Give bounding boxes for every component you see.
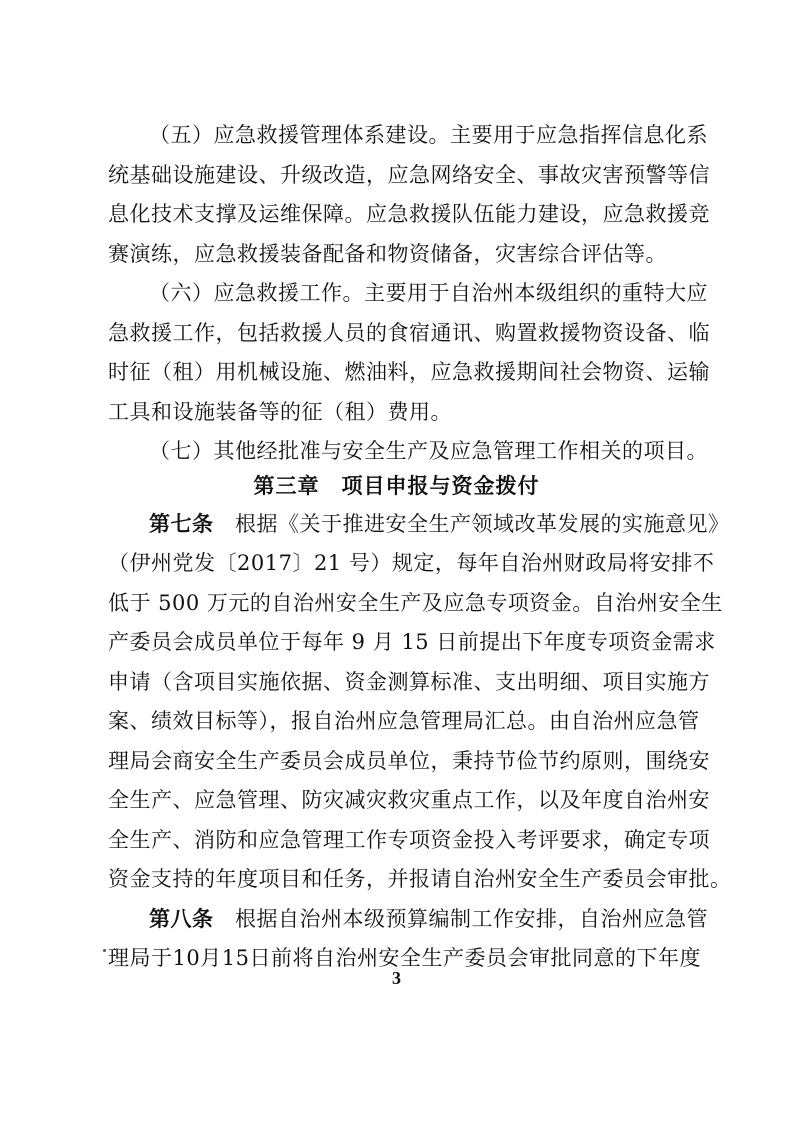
text-line: 资金支持的年度项目和任务，并报请自治州安全生产委员会审批。	[108, 867, 732, 891]
article-number: 第七条	[149, 511, 214, 536]
article-line: 第七条 根据《关于推进安全生产领域改革发展的实施意见》	[149, 511, 730, 536]
text-line: 全生产、应急管理、防灾减灾救灾重点工作，以及年度自治州安	[108, 788, 710, 812]
text-line: （七）其他经批准与安全生产及应急管理工作相关的项目。	[149, 439, 708, 463]
text-line: 工具和设施装备等的征（租）费用。	[108, 400, 452, 424]
text-line: 低于 500 万元的自治州安全生产及应急专项资金。自治州安全生	[108, 591, 723, 615]
text-line: （六）应急救援工作。主要用于自治州本级组织的重特大应	[149, 281, 708, 305]
text-line: 赛演练，应急救援装备配备和物资储备，灾害综合评估等。	[108, 242, 667, 266]
text-line: （伊州党发〔2017〕21 号）规定，每年自治州财政局将安排不	[108, 551, 715, 575]
chapter-heading: 第三章 项目申报与资金拨付	[253, 474, 540, 498]
text-line: （五）应急救援管理体系建设。主要用于应急指挥信息化系	[149, 123, 708, 147]
text-line: 产委员会成员单位于每年 9 月 15 日前提出下年度专项资金需求	[108, 630, 716, 654]
article-number: 第八条	[149, 906, 214, 931]
article-line: 第八条 根据自治州本级预算编制工作安排，自治州应急管	[149, 906, 708, 931]
text-line: 全生产、消防和应急管理工作专项资金投入考评要求，确定专项	[108, 828, 710, 852]
text-line: 息化技术支撑及运维保障。应急救援队伍能力建设，应急救援竞	[108, 202, 710, 226]
text-line: 申请（含项目实施依据、资金测算标准、支出明细、项目实施方	[108, 670, 710, 694]
text-line: 理局于10月15日前将自治州安全生产委员会审批同意的下年度	[108, 946, 701, 970]
page-number: 3	[392, 968, 401, 988]
text-line: 案、绩效目标等），报自治州应急管理局汇总。由自治州应急管	[108, 709, 700, 733]
text-line: 急救援工作，包括救援人员的食宿通讯、购置救援物资设备、临	[108, 321, 710, 345]
text-line: 时征（租）用机械设施、燃油料，应急救援期间社会物资、运输	[108, 360, 710, 384]
text-line: 统基础设施建设、升级改造，应急网络安全、事故灾害预警等信	[108, 163, 710, 187]
text-line: 理局会商安全生产委员会成员单位，秉持节俭节约原则，围绕安	[108, 749, 710, 773]
scan-speck	[103, 949, 106, 952]
